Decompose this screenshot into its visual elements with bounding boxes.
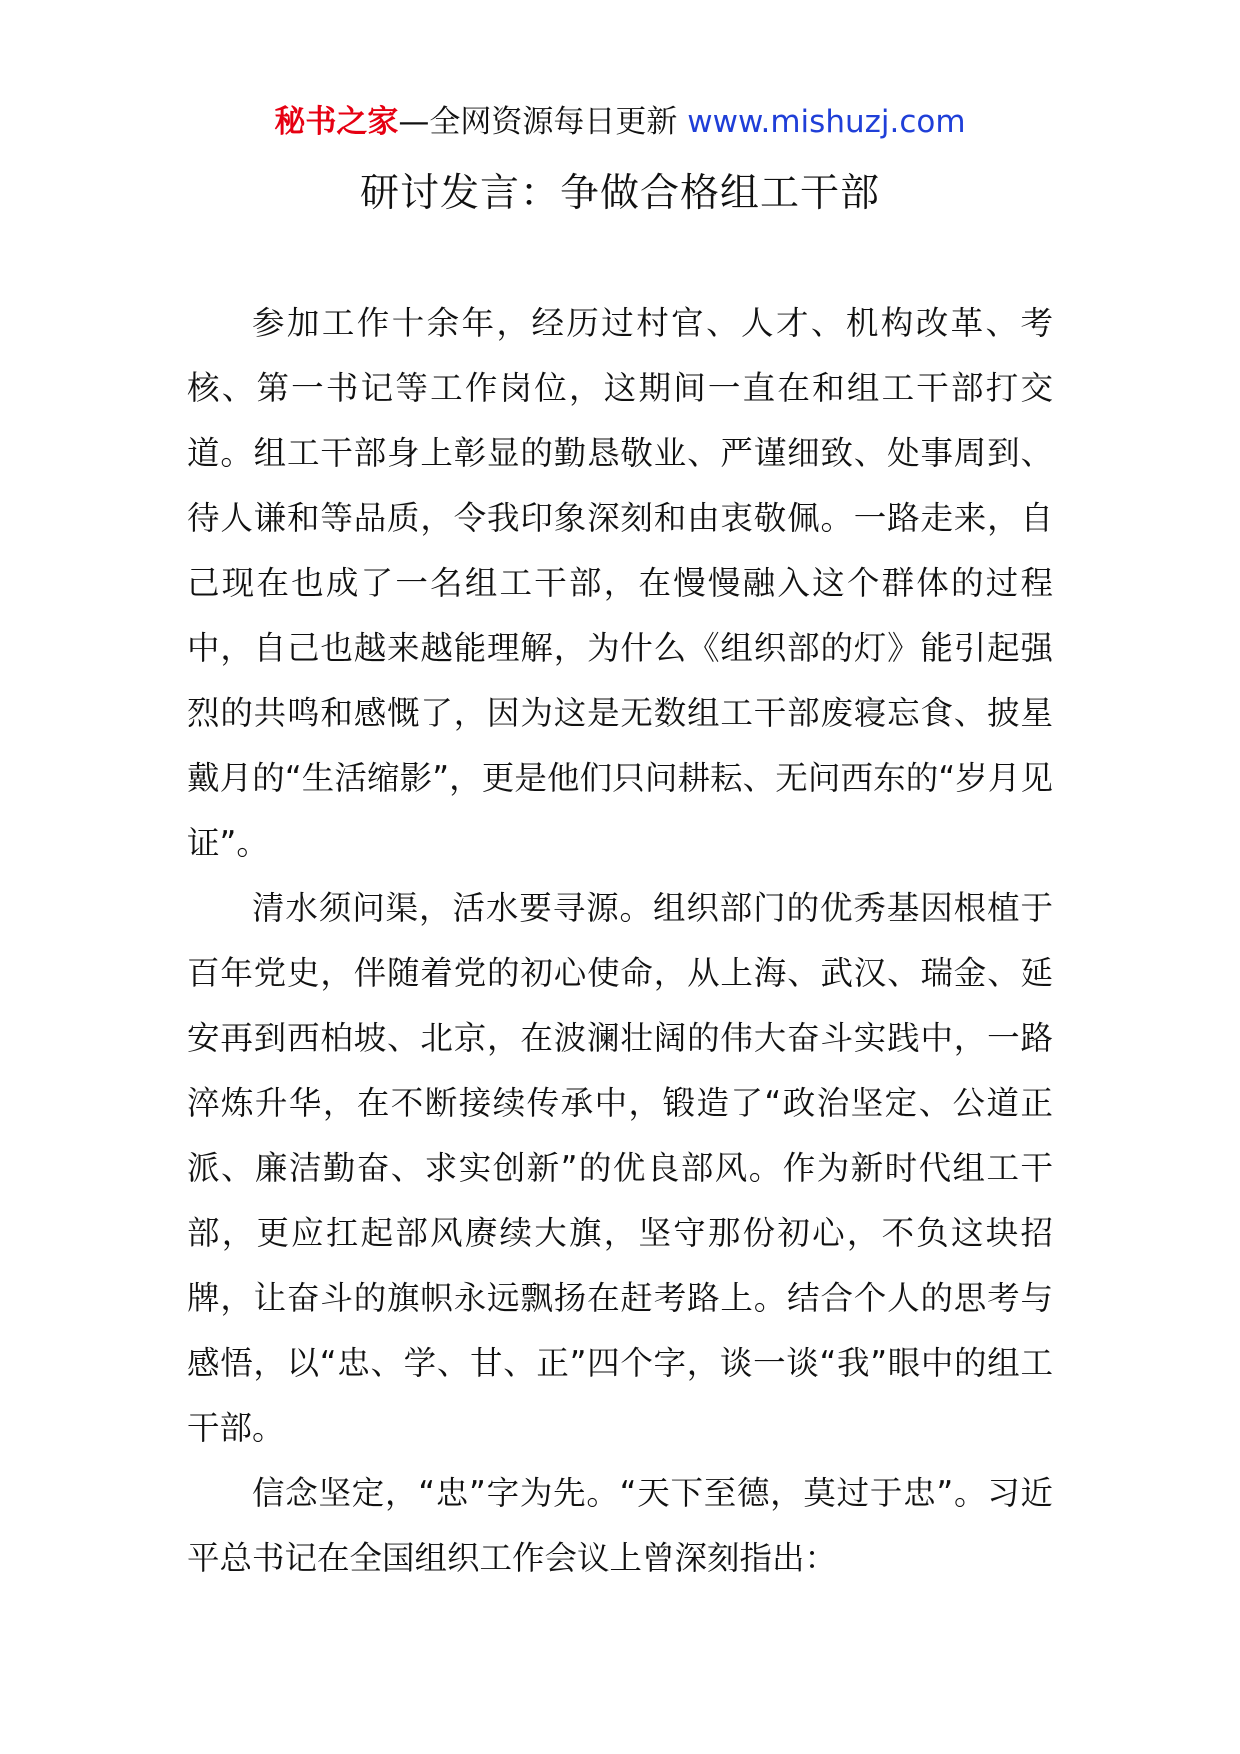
- paragraph: 清水须问渠，活水要寻源。组织部门的优秀基因根植于百年党史，伴随着党的初心使命，从上海、武汉、瑞金、延安再到西柏坡、北京，在波澜壮阔的伟大奋斗实践中，一路淬炼升华，在不断接续传承中，锻造了“政治坚定、公道正派、廉洁勤奋、求实创新”的优良部风。作为新时代组工干部，更应扛起部风赓续大旗，坚守那份初心，不负这块招牌，让奋斗的旗帜永远飘扬在赶考路上。结合个人的思考与感悟，以“忠、学、甘、正”四个字，谈一谈“我”眼中的组工干部。: [187, 889, 1053, 1447]
- banner-tagline: —全网资源每日更新: [398, 104, 688, 140]
- document-body: [187, 291, 1053, 1591]
- paragraph: 参加工作十余年，经历过村官、人才、机构改革、考核、第一书记等工作岗位，这期间一直在和组工干部打交道。组工干部身上彰显的勤恳敬业、严谨细致、处事周到、待人谦和等品质，令我印象深刻和由衷敬佩。一路走来，自己现在也成了一名组工干部，在慢慢融入这个群体的过程中，自己也越来越能理解，为什么《组织部的灯》能引起强烈的共鸣和感慨了，因为这是无数组工干部废寝忘食、披星戴月的“生活缩影”，更是他们只问耕耘、无问西东的“岁月见证”。: [187, 304, 1053, 862]
- paragraph: 信念坚定，“忠”字为先。“天下至德，莫过于忠”。习近平总书记在全国组织工作会议上曾深刻指出：: [187, 1474, 1053, 1577]
- site-banner: [0, 100, 1240, 144]
- document-title: 研讨发言：争做合格组工干部: [359, 171, 880, 216]
- brand-name: 秘书之家: [274, 104, 399, 140]
- site-url: www.mishuzj.com: [687, 104, 966, 140]
